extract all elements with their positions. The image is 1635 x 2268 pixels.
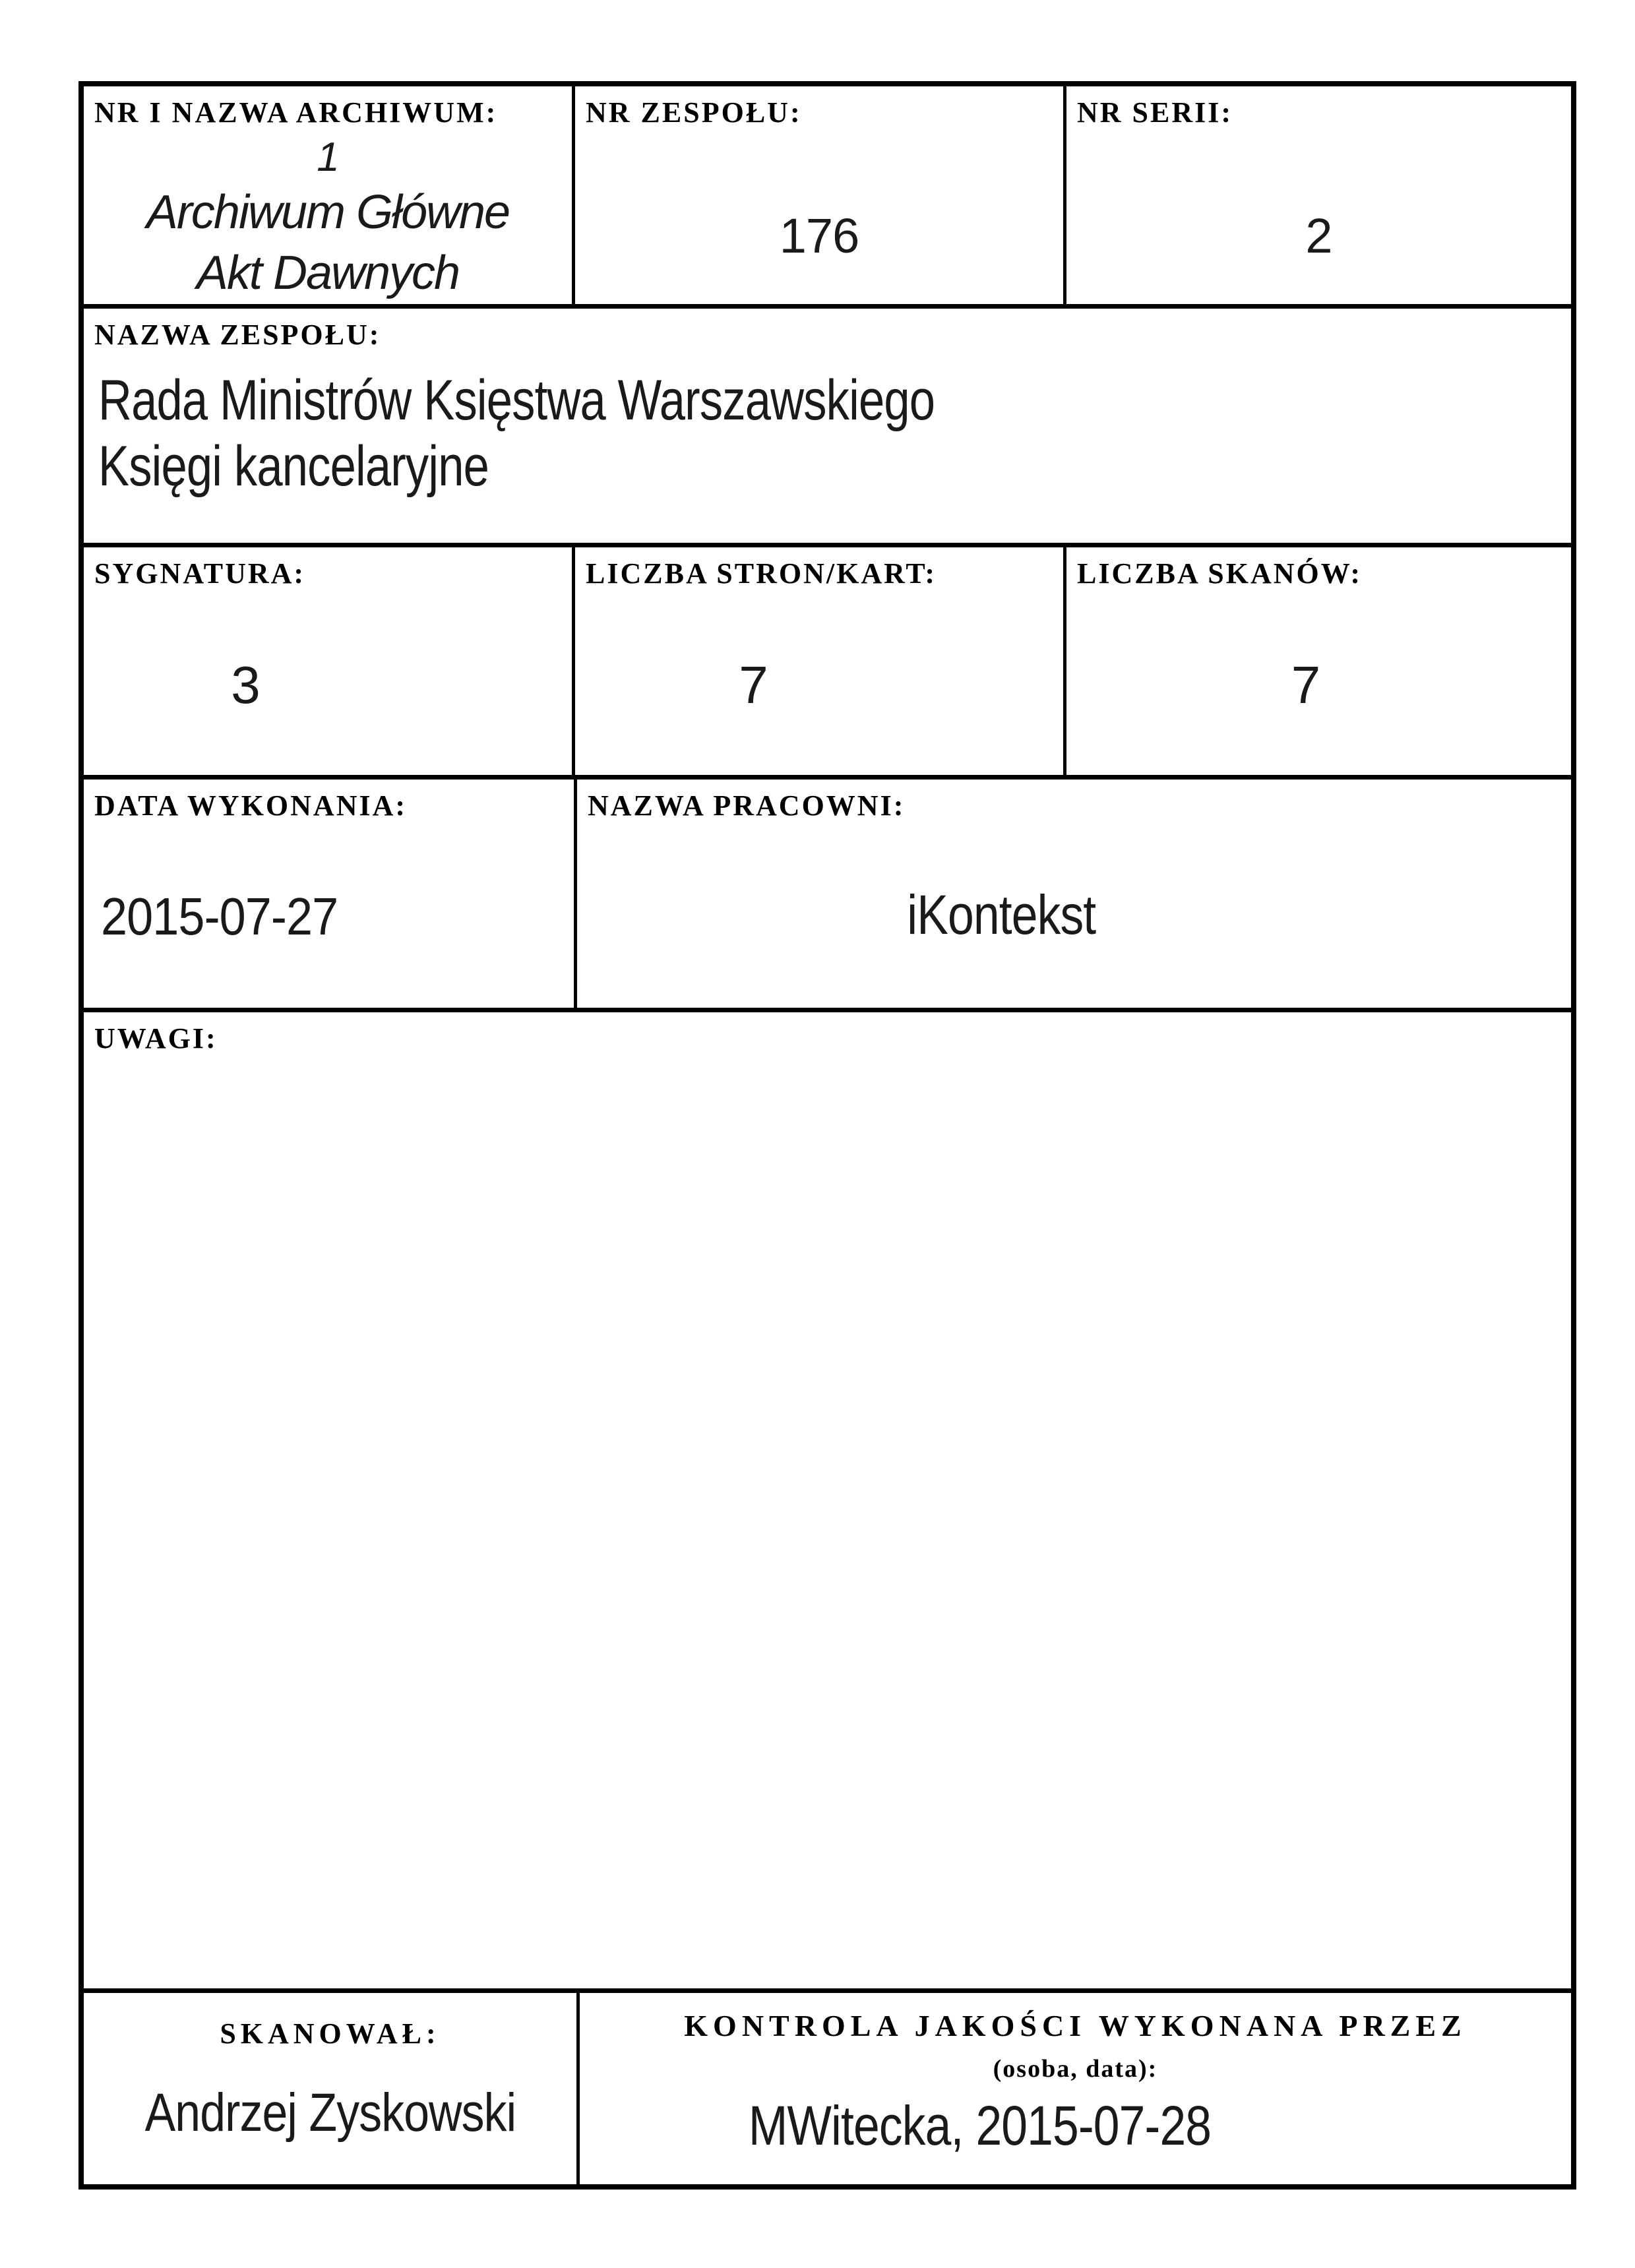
series-number-value: 2 xyxy=(1305,208,1332,263)
date-made-cell xyxy=(84,780,577,1008)
archive-number: 1 xyxy=(317,134,339,180)
signature-value: 3 xyxy=(231,655,260,714)
scanned-by-area xyxy=(112,2052,549,2175)
workshop-area xyxy=(588,824,1560,998)
fonds-number-cell xyxy=(575,86,1066,304)
archive-name-line1: Archiwum Główne xyxy=(146,185,510,239)
notes-label: UWAGI: xyxy=(94,1022,218,1055)
scanned-by-label: SKANOWAŁ: xyxy=(220,2017,441,2050)
notes-cell xyxy=(84,1012,1571,1988)
scanned-by-value: Andrzej Zyskowski xyxy=(144,2083,516,2143)
fonds-number-label: NR ZESPOŁU: xyxy=(586,96,802,129)
row-signoff xyxy=(84,1993,1571,2184)
date-made-value: 2015-07-27 xyxy=(101,887,338,946)
series-number-label: NR SERII: xyxy=(1077,96,1233,129)
archive-metadata-table xyxy=(78,81,1576,2190)
fonds-name-line1: Rada Ministrów Księstwa Warszawskiego xyxy=(98,368,935,432)
archive-name-line2: Akt Dawnych xyxy=(196,246,460,299)
pages-label: LICZBA STRON/KART: xyxy=(586,557,937,590)
row-counts xyxy=(84,547,1571,780)
fonds-number-area xyxy=(586,131,1053,295)
pages-value: 7 xyxy=(739,655,768,714)
scanned-by-cell xyxy=(84,1993,580,2184)
scans-cell xyxy=(1066,547,1571,775)
fonds-name-cell xyxy=(84,309,1571,543)
scans-value: 7 xyxy=(1291,655,1320,714)
archive-value-block xyxy=(94,133,561,303)
fonds-name-value-block xyxy=(94,367,1560,499)
workshop-label: NAZWA PRACOWNI: xyxy=(588,789,906,822)
date-made-label: DATA WYKONANIA: xyxy=(94,789,408,822)
row-archive-ids xyxy=(84,86,1571,309)
quality-control-cell xyxy=(580,1993,1571,2184)
series-number-area xyxy=(1077,131,1560,295)
workshop-cell xyxy=(577,780,1571,1008)
fonds-name-line2: Księgi kancelaryjne xyxy=(98,434,489,498)
signature-area xyxy=(94,592,561,766)
fonds-number-value: 176 xyxy=(779,208,859,263)
signature-cell xyxy=(84,547,575,775)
row-production xyxy=(84,780,1571,1012)
signature-label: SYGNATURA: xyxy=(94,557,306,590)
quality-control-value: MWitecka, 2015-07-28 xyxy=(748,2094,1212,2157)
workshop-value: iKontekst xyxy=(907,884,1096,946)
scans-label: LICZBA SKANÓW: xyxy=(1077,557,1362,590)
series-number-cell xyxy=(1066,86,1571,304)
date-made-area xyxy=(94,824,563,998)
archive-cell xyxy=(84,86,575,304)
quality-control-sublabel: (osoba, data): xyxy=(993,2055,1158,2083)
scans-area xyxy=(1077,592,1560,766)
pages-cell xyxy=(575,547,1066,775)
archive-label: NR I NAZWA ARCHIWUM: xyxy=(94,96,498,129)
pages-area xyxy=(586,592,1053,766)
fonds-name-label: NAZWA ZESPOŁU: xyxy=(94,319,381,351)
row-fonds-name xyxy=(84,309,1571,547)
quality-control-label: KONTROLA JAKOŚCI WYKONANA PRZEZ xyxy=(684,2009,1467,2042)
row-notes xyxy=(84,1012,1571,1993)
